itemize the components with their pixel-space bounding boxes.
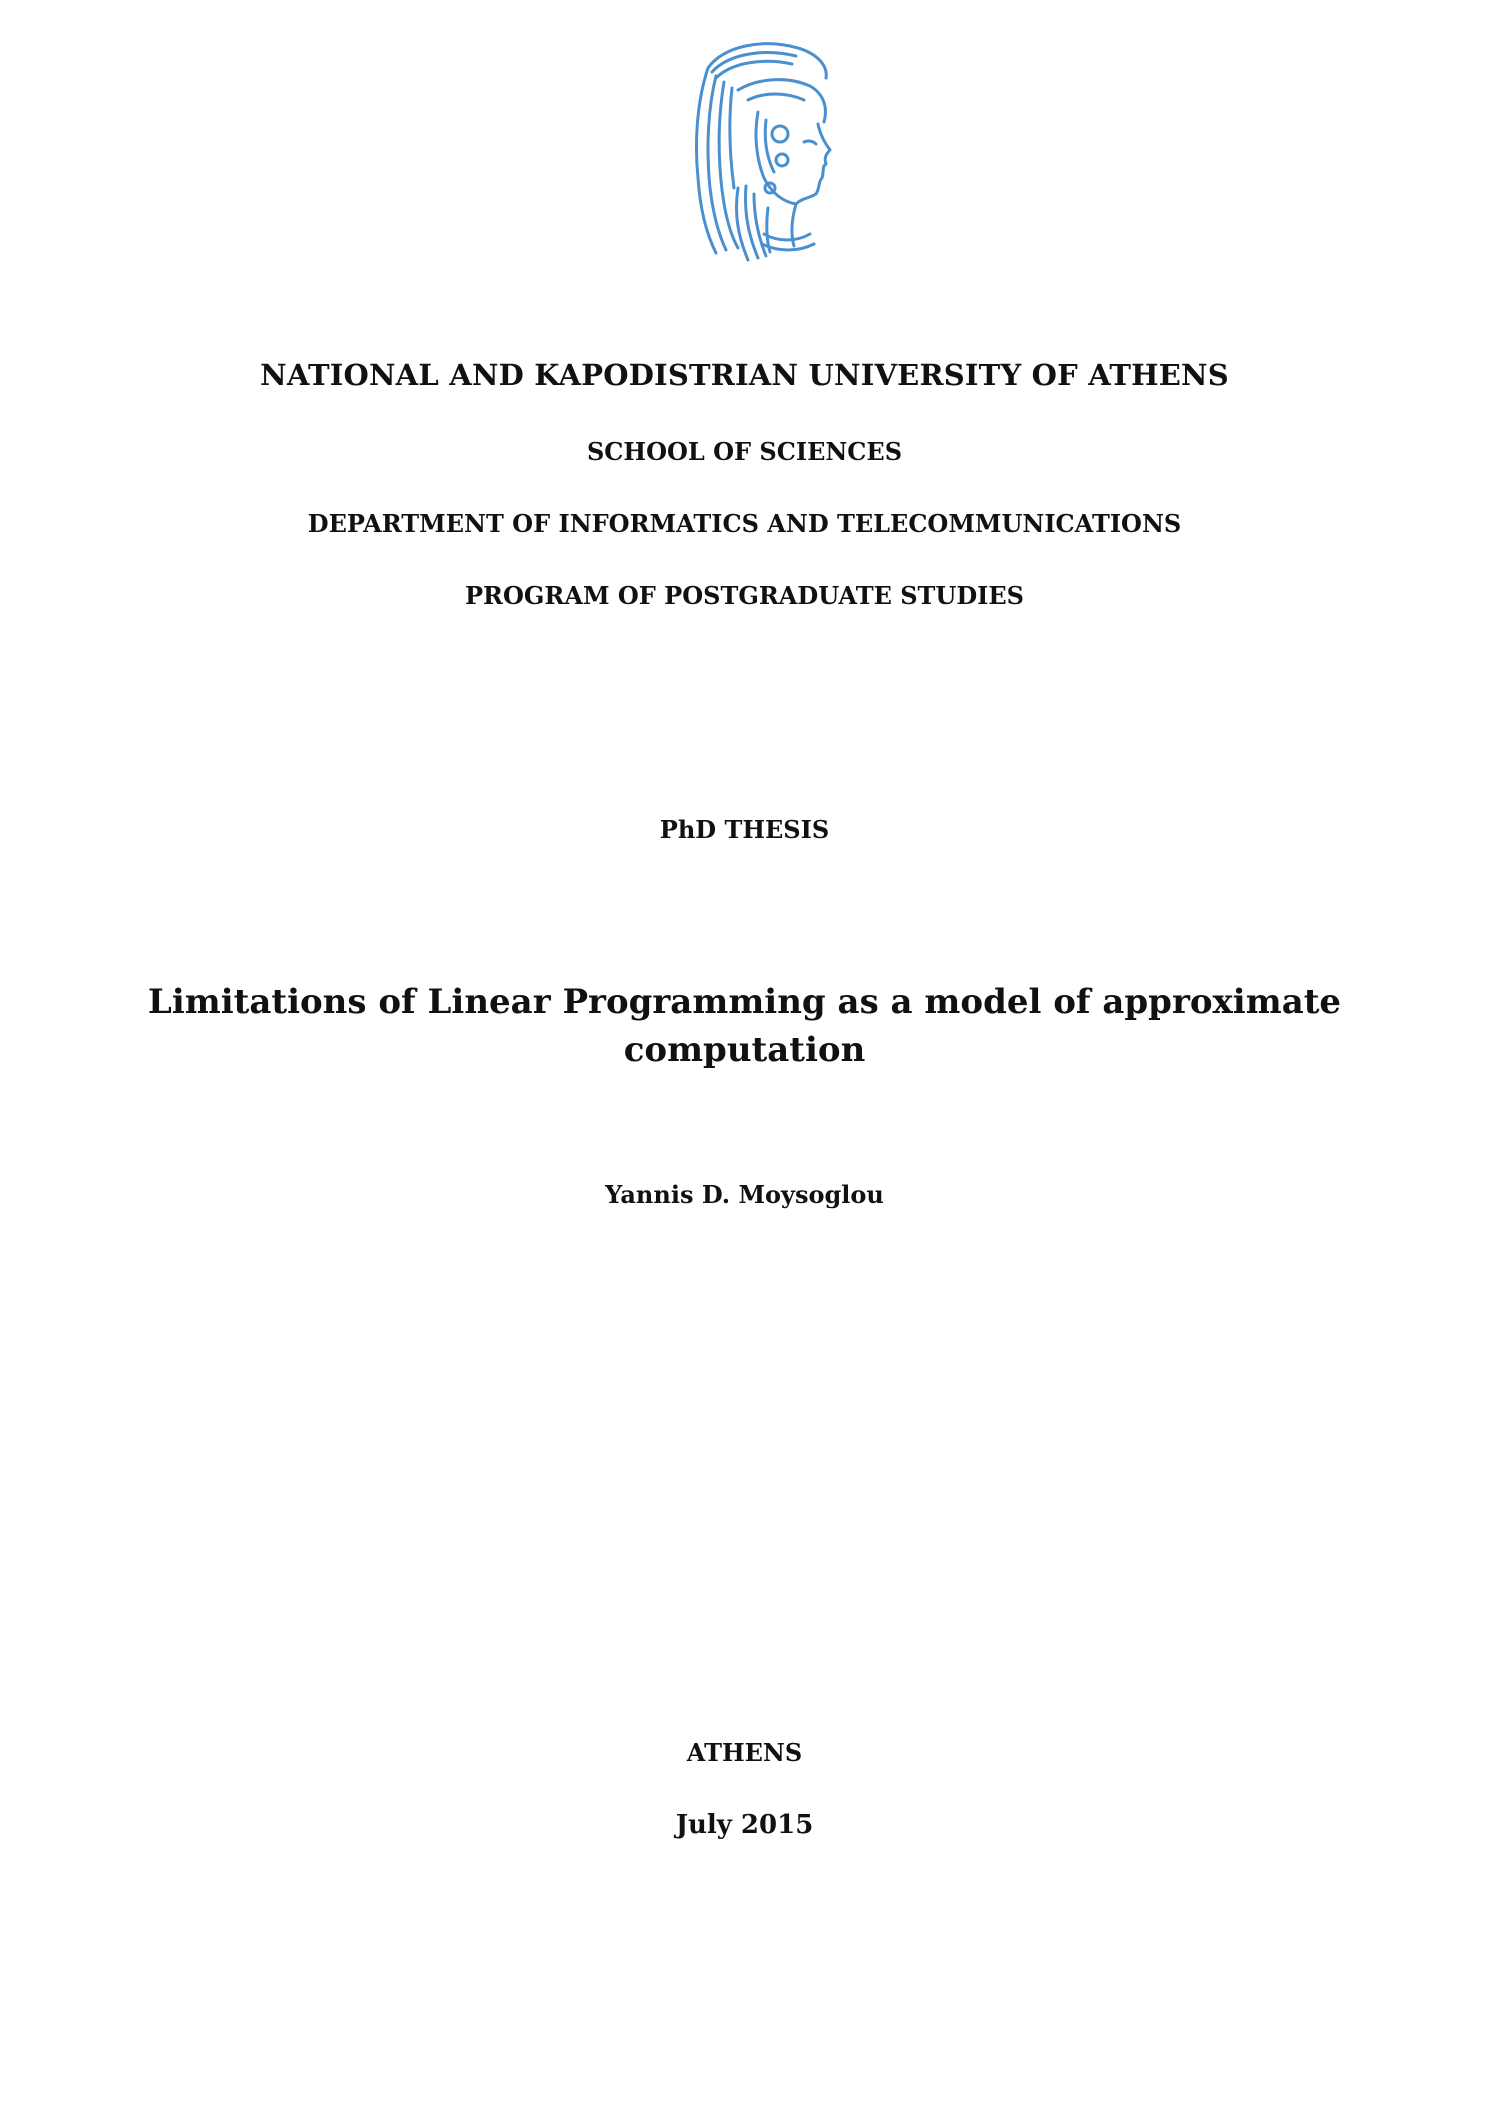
university-name: NATIONAL AND KAPODISTRIAN UNIVERSITY OF ATHENS — [260, 358, 1229, 392]
department-name: DEPARTMENT OF INFORMATICS AND TELECOMMUNICATIONS — [307, 509, 1182, 538]
city: ATHENS — [686, 1738, 803, 1767]
document-type: PhD THESIS — [659, 815, 830, 844]
thesis-title: Limitations of Linear Programming as a model of approximate computation — [147, 982, 1342, 1070]
athena-head-logo-icon — [668, 38, 844, 266]
date: July 2015 — [675, 1810, 814, 1840]
school-name: SCHOOL OF SCIENCES — [586, 437, 903, 466]
program-name: PROGRAM OF POSTGRADUATE STUDIES — [465, 581, 1024, 610]
author-name: Yannis D. Moysoglou — [605, 1180, 884, 1209]
